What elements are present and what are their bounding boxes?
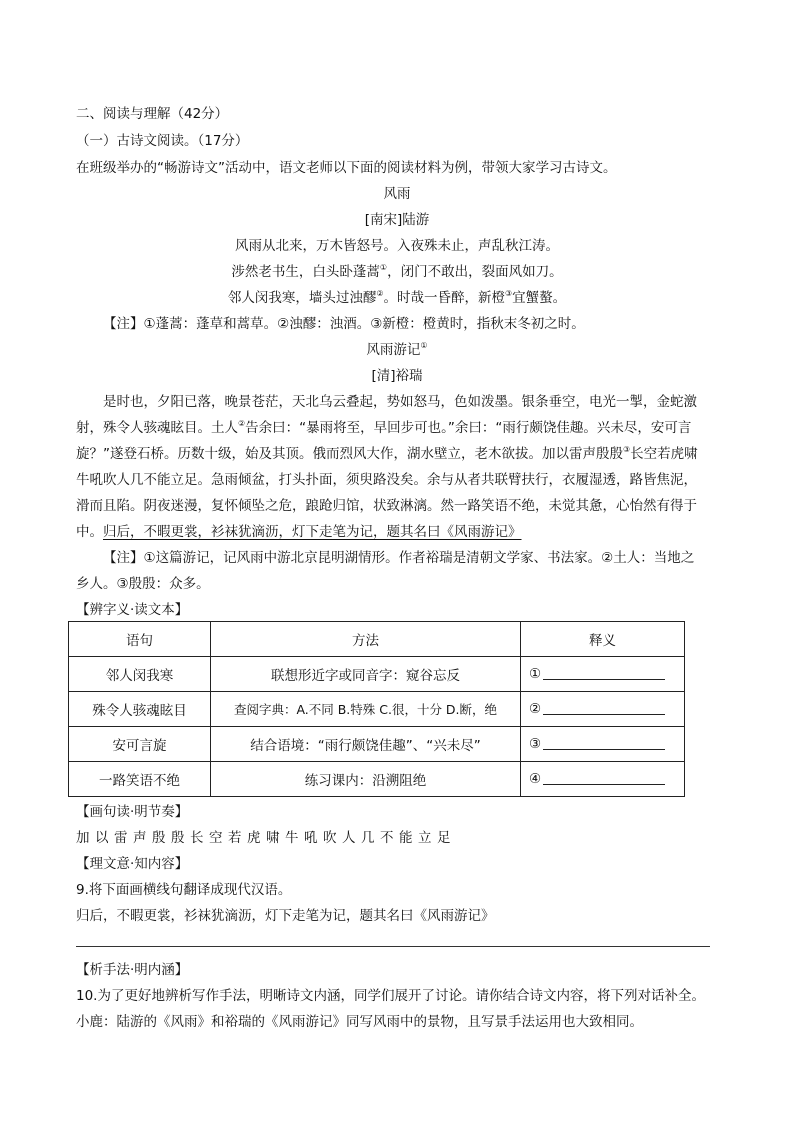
rhythm-char[interactable]: 雷 xyxy=(114,830,128,846)
table-header-row xyxy=(69,622,685,657)
rhythm-char[interactable]: 声 xyxy=(133,830,147,846)
prose-note-1: 【注】①这篇游记，记风雨中游北京昆明湖情形。作者裕瑞是清朝文学家、书法家。②土人：当地之 xyxy=(103,550,695,566)
rhythm-char[interactable]: 能 xyxy=(399,830,413,846)
underlined-sentence: 归后，不暇更裳，衫袜犹滴沥，灯下走笔为记，题其名曰《风雨游记》 xyxy=(103,524,522,540)
header-meaning: 释义 xyxy=(521,622,685,657)
row-method: 练习课内：沿溯阻绝 xyxy=(211,762,521,797)
header-sentence: 语句 xyxy=(69,622,211,657)
section-liwen: 【理文意·知内容】 xyxy=(76,856,189,872)
answer-line[interactable] xyxy=(76,946,710,947)
prose-line-4: 牛吼吹人几不能立足。急雨倾盆，打头扑面，须臾路没矣。余与从者共联臂扶行，衣履湿透，路皆焦泥， xyxy=(76,472,697,488)
rhythm-char[interactable]: 牛 xyxy=(285,830,299,846)
rhythm-char[interactable]: 不 xyxy=(380,830,394,846)
poem-note: 【注】①蓬蒿：蓬草和蒿草。②浊醪：浊酒。③新橙：橙黄时，指秋末冬初之时。 xyxy=(103,316,585,332)
rhythm-char[interactable]: 以 xyxy=(95,830,109,846)
section-title: 二、阅读与理解（42分） xyxy=(76,106,229,122)
prose-line-6: 中。归后，不暇更裳，衫袜犹滴沥，灯下走笔为记，题其名曰《风雨游记》 xyxy=(76,524,522,540)
section-huaju: 【画句读·明节奏】 xyxy=(76,804,189,820)
rhythm-char[interactable]: 几 xyxy=(361,830,375,846)
vocab-table xyxy=(68,621,685,797)
row-method: 结合语境：“雨行颇饶佳趣”、“兴未尽” xyxy=(211,727,521,762)
table-row xyxy=(69,727,685,762)
rhythm-char[interactable]: 人 xyxy=(342,830,356,846)
rhythm-char[interactable]: 吼 xyxy=(304,830,318,846)
header-method: 方法 xyxy=(211,622,521,657)
rhythm-char[interactable]: 若 xyxy=(228,830,242,846)
row-answer: ① xyxy=(521,657,685,692)
rhythm-char[interactable]: 虎 xyxy=(247,830,261,846)
rhythm-char[interactable]: 吹 xyxy=(323,830,337,846)
poem-line-1: 风雨从北来，万木皆怒号。入夜殊未止，声乱秋江涛。 xyxy=(235,238,559,254)
rhythm-char[interactable]: 长 xyxy=(190,830,204,846)
rhythm-char[interactable]: 加 xyxy=(76,830,90,846)
row-sentence: 安可言旋 xyxy=(69,727,211,762)
dialog-xiaolu: 小鹿：陆游的《风雨》和裕瑞的《风雨游记》同写风雨中的景物，且写景手法运用也大致相同。 xyxy=(76,1014,643,1030)
row-answer: ④ xyxy=(521,762,685,797)
intro-text: 在班级举办的“畅游诗文”活动中，语文老师以下面的阅读材料为例，带领大家学习古诗文。 xyxy=(76,160,617,176)
row-answer: ② xyxy=(521,692,685,727)
rhythm-char[interactable]: 足 xyxy=(437,830,451,846)
poem-line-3: 邻人闵我寒，墙头过浊醪②。时哉一昏醉，新橙③宜蟹螯。 xyxy=(227,289,567,306)
rhythm-sentence xyxy=(76,829,726,847)
rhythm-char[interactable]: 啸 xyxy=(266,830,280,846)
rhythm-char[interactable]: 殷 xyxy=(171,830,185,846)
poem-line-2: 涉然老书生，白头卧蓬蒿①，闭门不敢出，裂面风如刀。 xyxy=(231,263,563,280)
answer-blank[interactable] xyxy=(543,737,665,750)
answer-blank[interactable] xyxy=(543,772,665,785)
poem-title: 风雨 xyxy=(383,186,411,202)
rhythm-char[interactable]: 立 xyxy=(418,830,432,846)
question-9: 9.将下面画横线句翻译成现代汉语。 xyxy=(76,882,292,898)
part-title: （一）古诗文阅读。（17分） xyxy=(76,133,249,149)
section-bianzi: 【辨字义·读文本】 xyxy=(76,602,189,618)
row-method: 联想形近字或同音字：窥谷忘反 xyxy=(211,657,521,692)
row-answer: ③ xyxy=(521,727,685,762)
prose-note-2: 乡人。③殷殷：众多。 xyxy=(76,576,210,592)
answer-blank[interactable] xyxy=(543,667,665,680)
row-sentence: 邻人闵我寒 xyxy=(69,657,211,692)
answer-blank[interactable] xyxy=(543,702,665,715)
prose-title: 风雨游记① xyxy=(366,341,428,358)
table-row xyxy=(69,657,685,692)
poem-author: [南宋]陆游 xyxy=(364,212,430,228)
prose-line-1: 是时也，夕阳已落，晚景苍茫，天北乌云叠起，势如怒马，色如泼墨。银条垂空，电光一掣，金蛇激 xyxy=(103,394,697,410)
row-sentence: 一路笑语不绝 xyxy=(69,762,211,797)
row-sentence: 殊令人骇魂眩目 xyxy=(69,692,211,727)
prose-line-2: 射，殊令人骇魂眩目。土人②告余曰：“暴雨将至，早回步可也。”余曰：“雨行颇饶佳趣。兴未尽，安可言 xyxy=(76,419,692,436)
row-method: 查阅字典：A.不同 B.特殊 C.很，十分 D.断，绝 xyxy=(211,692,521,727)
section-xishou: 【析手法·明内涵】 xyxy=(76,962,189,978)
prose-line-5: 滑而且陷。阴夜迷漫，复怀倾坠之危，踉跄归馆，状致淋漓。然一路笑语不绝，未觉其惫，心怡然有得于 xyxy=(76,498,697,514)
prose-line-3: 旋？”遂登石桥。历数十级，始及其顶。俄而烈风大作，湖水壁立，老木欲拔。加以雷声殷殷③长空若虎啸 xyxy=(76,445,698,462)
rhythm-char[interactable]: 空 xyxy=(209,830,223,846)
prose-author: [清]裕瑞 xyxy=(371,368,423,384)
table-row xyxy=(69,762,685,797)
table-row xyxy=(69,692,685,727)
question-9-sentence: 归后，不暇更裳，衫袜犹滴沥，灯下走笔为记，题其名曰《风雨游记》 xyxy=(76,908,495,924)
question-10: 10.为了更好地辨析写作手法，明晰诗文内涵，同学们展开了讨论。请你结合诗文内容，将下列对话补全。 xyxy=(76,988,705,1004)
rhythm-char[interactable]: 殷 xyxy=(152,830,166,846)
